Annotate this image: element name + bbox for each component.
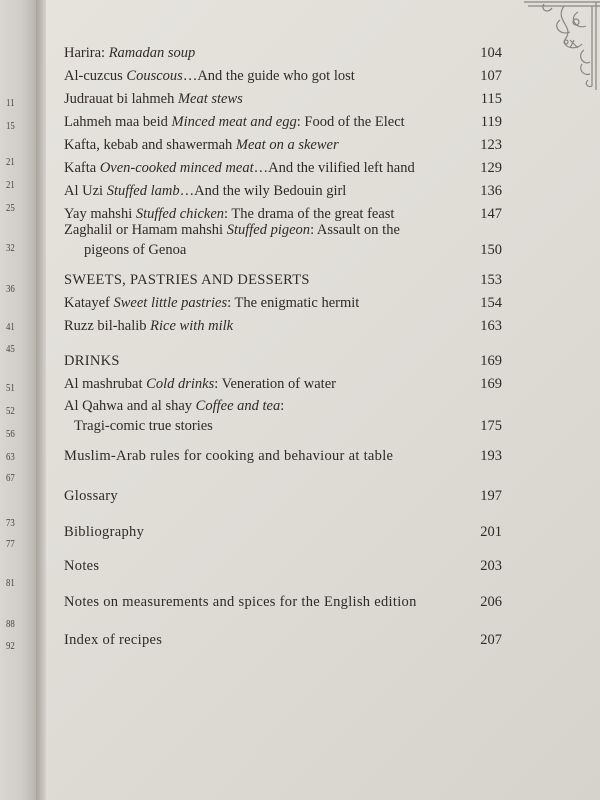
margin-page-number: 77 [6,538,15,550]
margin-page-number: 41 [6,321,15,333]
entry-page-number: 206 [480,594,502,610]
entry-page-number: 193 [480,448,502,464]
margin-page-number: 88 [6,618,15,630]
entry-page-number: 136 [480,183,502,199]
section-title: Index of recipes [64,632,163,648]
entry-title: Al Uzi Stuffed lamb…And the wily Bedouin girl [64,183,347,199]
entry-page-number: 154 [480,295,502,311]
entry-page-number: 175 [480,418,502,434]
section-title: Notes on measurements and spices for the English edition [64,594,417,610]
entry-title: Al mashrubat Cold drinks: Veneration of water [64,376,336,392]
margin-page-number: 52 [6,405,15,417]
margin-page-number: 15 [6,120,15,132]
entry-title: Al Qahwa and al shay Coffee and tea: Tragi-comic true stories [64,398,285,434]
entry-page-number: 115 [480,91,502,107]
entry-page-number: 169 [480,353,502,369]
entry-page-number: 169 [480,376,502,392]
margin-page-number: 32 [6,242,15,254]
margin-page-number: 45 [6,343,15,355]
margin-page-number: 21 [6,156,15,168]
entry-page-number: 150 [480,242,502,258]
margin-page-number: 36 [6,283,15,295]
entry-title: Lahmeh maa beid Minced meat and egg: Food of the Elect [64,114,405,130]
margin-page-number: 56 [6,428,15,440]
entry-title: Harira: Ramadan soup [64,45,196,61]
entry-title: Ruzz bil-halib Rice with milk [64,318,234,334]
entry-page-number: 163 [480,318,502,334]
entry-page-number: 119 [480,114,502,130]
margin-page-number: 92 [6,640,15,652]
margin-page-number: 73 [6,517,15,529]
previous-page-edge [0,0,36,800]
entry-page-number: 107 [480,68,502,84]
entry-title: Al-cuzcus Couscous…And the guide who got lost [64,68,355,84]
corner-ornament-icon [504,0,600,96]
entry-title: Kafta Oven-cooked minced meat…And the vilified left hand [64,160,415,176]
entry-title: Katayef Sweet little pastries: The enigmatic hermit [64,295,360,311]
margin-page-number: 25 [6,202,15,214]
entry-title: Zaghalil or Hamam mahshi Stuffed pigeon: Assault on the pigeons of Genoa [64,222,400,258]
entry-page-number: 129 [480,160,502,176]
section-title: Notes [64,558,100,574]
book-gutter [36,0,46,800]
margin-page-number: 63 [6,451,15,463]
entry-page-number: 123 [480,137,502,153]
margin-page-number: 51 [6,382,15,394]
entry-page-number: 201 [480,524,502,540]
margin-page-number: 11 [6,97,15,109]
entry-title: Yay mahshi Stuffed chicken: The drama of the great feast [64,206,395,222]
contents-page [46,0,600,800]
entry-title: Kafta, kebab and shawermah Meat on a skewer [64,137,339,153]
section-title: DRINKS [64,353,120,369]
section-title: SWEETS, PASTRIES AND DESSERTS [64,272,310,288]
entry-page-number: 147 [480,206,502,222]
entry-page-number: 203 [480,558,502,574]
margin-page-number: 67 [6,472,15,484]
entry-page-number: 197 [480,488,502,504]
entry-page-number: 104 [480,45,502,61]
section-title: Muslim-Arab rules for cooking and behaviour at table [64,448,394,464]
margin-page-number: 81 [6,577,15,589]
section-title: Glossary [64,488,118,504]
margin-page-number: 21 [6,179,15,191]
entry-title: Judrauat bi lahmeh Meat stews [64,91,243,107]
entry-page-number: 153 [480,272,502,288]
section-title: Bibliography [64,524,145,540]
entry-page-number: 207 [480,632,502,648]
